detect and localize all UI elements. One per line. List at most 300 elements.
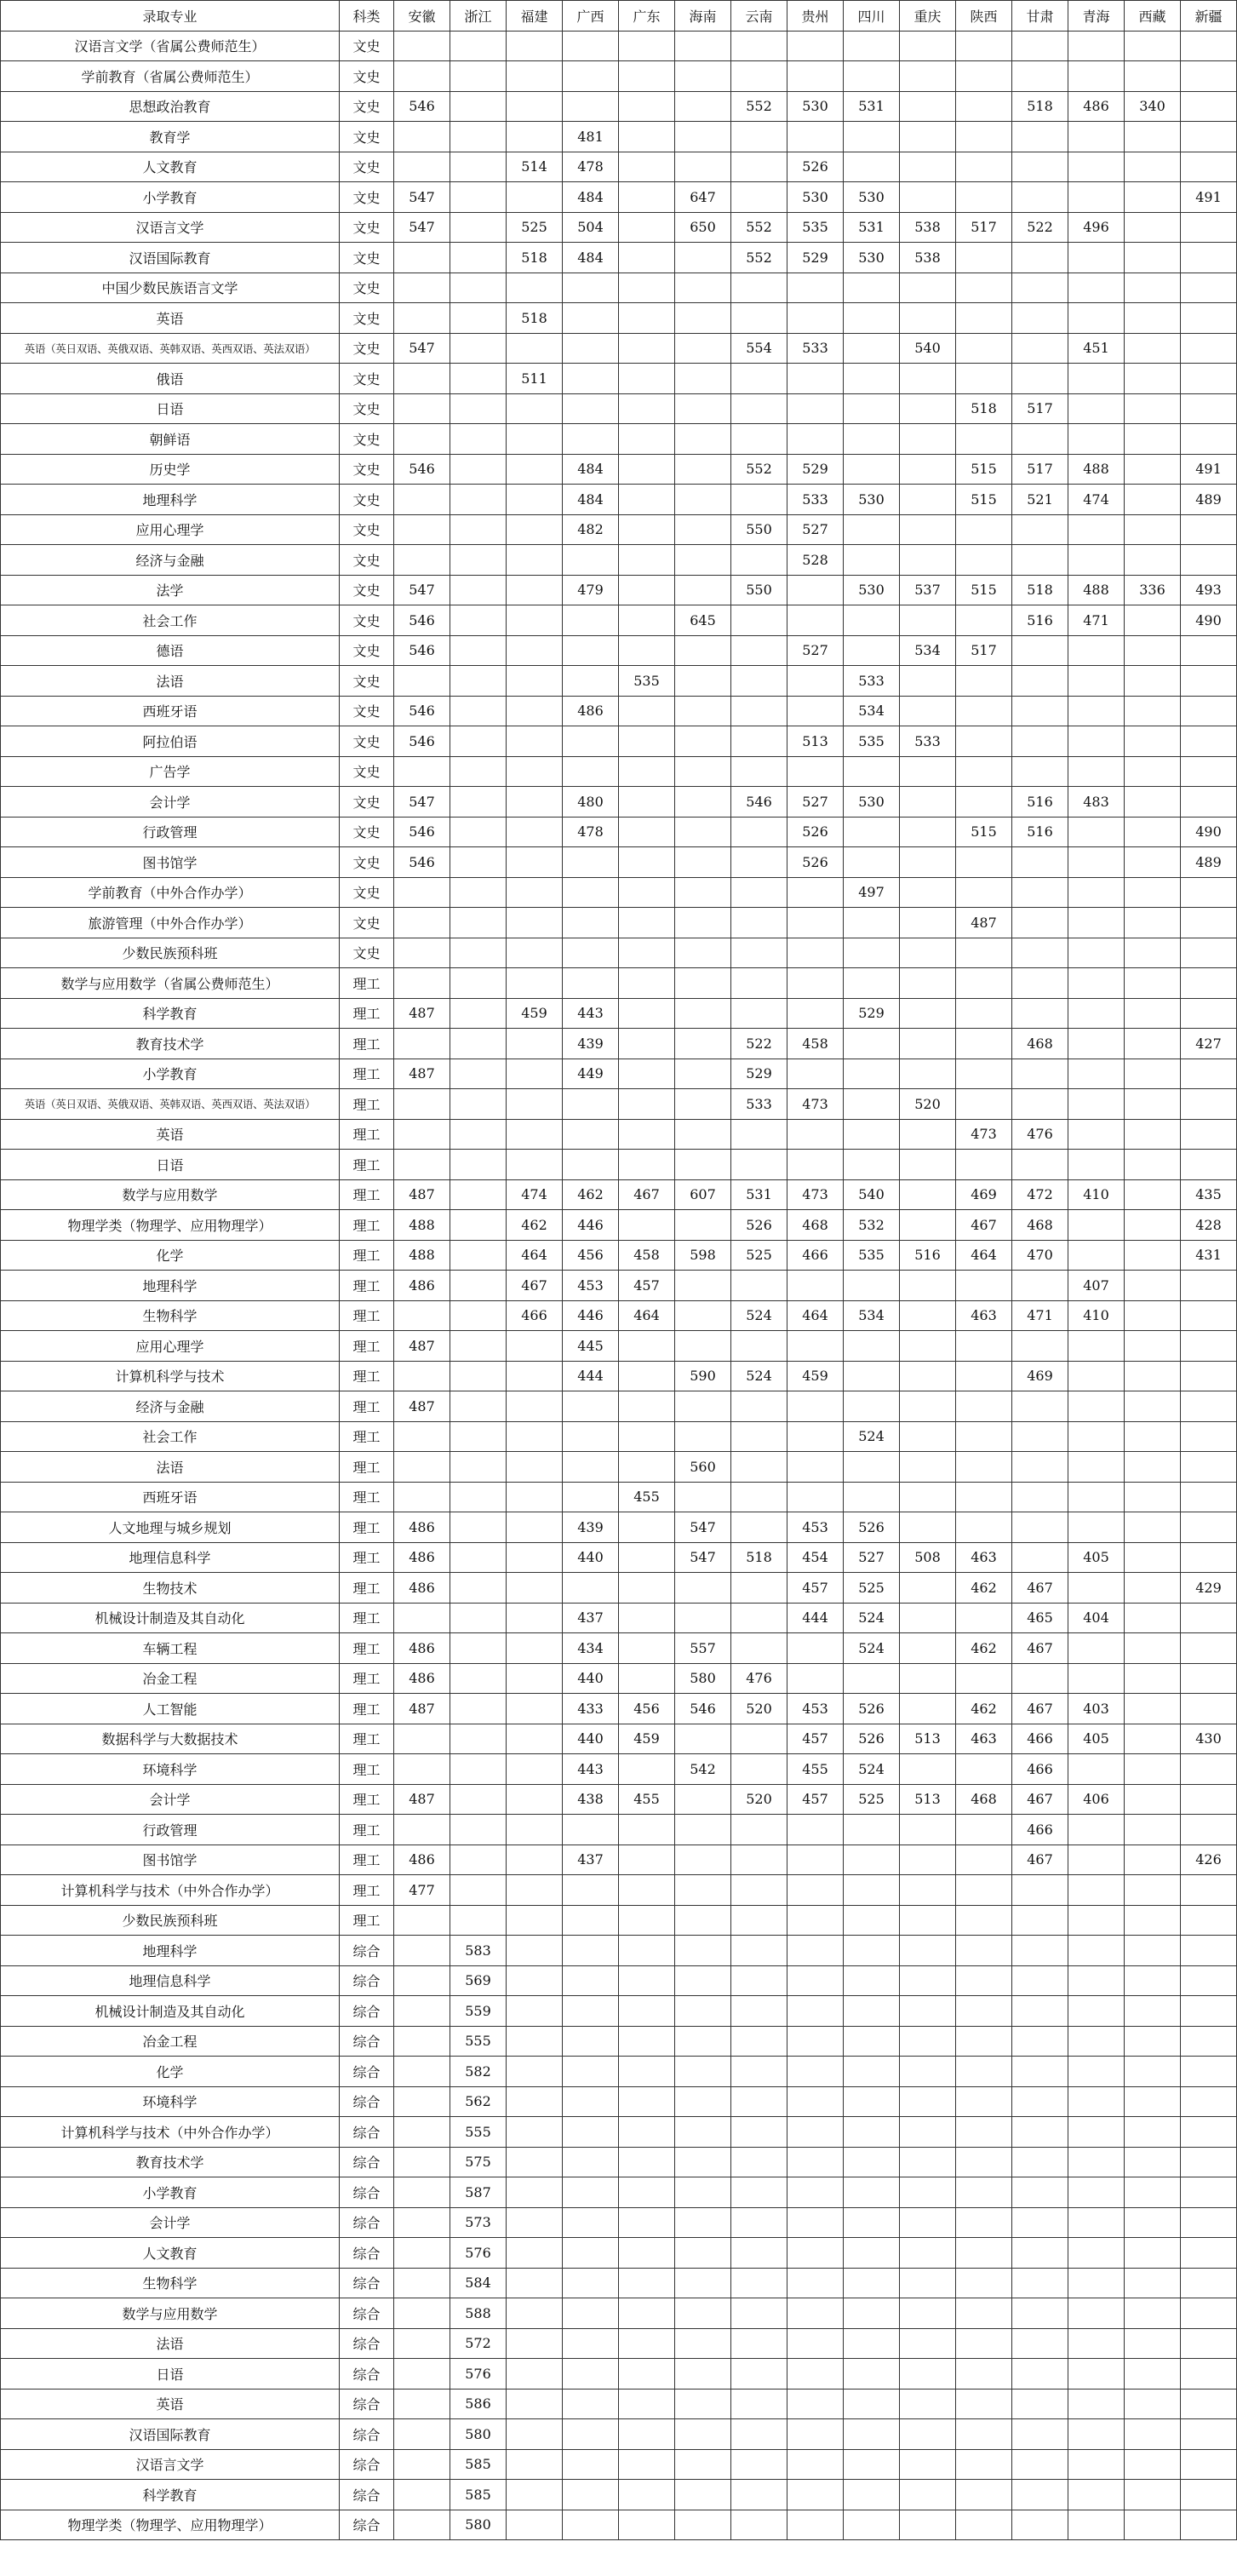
score-cell	[563, 2389, 619, 2419]
score-cell	[563, 2419, 619, 2450]
score-cell	[900, 2207, 956, 2238]
score-cell	[900, 1119, 956, 1150]
score-cell: 546	[394, 91, 450, 122]
score-cell: 517	[956, 635, 1012, 666]
score-cell: 518	[1012, 91, 1068, 122]
header-province: 西藏	[1125, 1, 1181, 32]
category-cell: 理工	[340, 1271, 394, 1301]
score-cell	[1125, 1905, 1181, 1936]
score-cell: 522	[731, 1029, 787, 1059]
major-name-cell: 科学教育	[1, 998, 340, 1029]
score-cell	[394, 424, 450, 455]
score-cell	[507, 91, 563, 122]
score-cell	[675, 1150, 731, 1180]
score-cell	[1068, 817, 1125, 847]
score-cell	[731, 1150, 787, 1180]
score-cell	[1012, 2480, 1068, 2510]
score-cell	[956, 1271, 1012, 1301]
score-cell	[1068, 1150, 1125, 1180]
score-cell	[450, 696, 507, 726]
score-cell: 455	[787, 1754, 844, 1785]
score-cell	[507, 2057, 563, 2087]
score-cell	[1068, 1936, 1125, 1966]
category-cell: 理工	[340, 1361, 394, 1391]
table-row	[1, 485, 1237, 515]
major-name-cell: 汉语言文学	[1, 212, 340, 243]
score-cell	[507, 545, 563, 576]
score-cell: 473	[787, 1179, 844, 1210]
score-cell	[507, 2480, 563, 2510]
score-cell	[844, 2026, 900, 2057]
score-cell	[844, 1089, 900, 1120]
score-cell	[1181, 2328, 1237, 2359]
major-name-cell: 法学	[1, 575, 340, 605]
table-row	[1, 31, 1237, 61]
score-cell: 540	[844, 1179, 900, 1210]
score-cell	[563, 908, 619, 938]
score-cell	[507, 2086, 563, 2117]
score-cell	[394, 152, 450, 182]
score-cell	[450, 454, 507, 485]
score-cell: 530	[844, 182, 900, 213]
score-cell	[507, 2026, 563, 2057]
category-cell: 理工	[340, 1905, 394, 1936]
score-cell	[1012, 2177, 1068, 2208]
score-cell	[787, 122, 844, 152]
score-cell	[787, 575, 844, 605]
category-cell: 理工	[340, 1542, 394, 1573]
score-cell: 486	[394, 1573, 450, 1604]
score-cell	[956, 877, 1012, 908]
score-cell	[507, 2449, 563, 2480]
score-cell	[956, 514, 1012, 545]
score-cell	[1181, 2117, 1237, 2148]
table-row	[1, 998, 1237, 1029]
score-cell	[1012, 2328, 1068, 2359]
score-cell	[619, 696, 675, 726]
major-name-cell: 朝鲜语	[1, 424, 340, 455]
score-cell	[1125, 2328, 1181, 2359]
table-row	[1, 1694, 1237, 1724]
score-cell	[394, 61, 450, 92]
score-cell	[1012, 2389, 1068, 2419]
score-cell	[563, 2177, 619, 2208]
score-cell	[394, 2117, 450, 2148]
score-cell: 453	[787, 1512, 844, 1543]
score-cell	[844, 122, 900, 152]
score-cell	[956, 182, 1012, 213]
score-cell: 468	[1012, 1029, 1068, 1059]
score-cell	[563, 726, 619, 757]
score-cell	[900, 2026, 956, 2057]
score-cell	[1012, 968, 1068, 999]
score-cell	[731, 998, 787, 1029]
score-cell	[956, 2449, 1012, 2480]
score-cell	[394, 2268, 450, 2298]
score-cell	[1181, 696, 1237, 726]
score-cell	[450, 1694, 507, 1724]
score-cell: 439	[563, 1512, 619, 1543]
score-cell	[619, 333, 675, 364]
score-cell: 546	[731, 787, 787, 818]
score-cell	[787, 998, 844, 1029]
score-cell	[731, 1271, 787, 1301]
score-cell: 481	[563, 122, 619, 152]
score-cell	[675, 1482, 731, 1512]
score-cell	[1068, 1573, 1125, 1604]
score-cell	[619, 877, 675, 908]
score-cell	[956, 1965, 1012, 1996]
score-cell	[619, 2328, 675, 2359]
score-cell	[1068, 2510, 1125, 2540]
score-cell	[956, 938, 1012, 968]
score-cell: 474	[1068, 485, 1125, 515]
score-cell: 585	[450, 2449, 507, 2480]
score-cell	[1181, 1633, 1237, 1664]
score-cell: 530	[787, 182, 844, 213]
score-cell	[1012, 1089, 1068, 1120]
score-cell	[563, 273, 619, 303]
score-cell	[394, 2298, 450, 2329]
score-cell: 426	[1181, 1845, 1237, 1875]
major-name-cell: 教育技术学	[1, 2147, 340, 2177]
score-cell: 531	[844, 212, 900, 243]
score-cell	[563, 938, 619, 968]
score-cell	[450, 1421, 507, 1452]
score-cell	[1125, 998, 1181, 1029]
score-cell	[844, 364, 900, 394]
score-cell	[900, 666, 956, 697]
score-cell	[1068, 1512, 1125, 1543]
table-row	[1, 1059, 1237, 1089]
score-cell: 410	[1068, 1300, 1125, 1331]
table-row	[1, 1815, 1237, 1845]
major-name-cell: 应用心理学	[1, 1331, 340, 1362]
score-cell	[731, 364, 787, 394]
score-cell	[394, 364, 450, 394]
score-cell	[619, 2147, 675, 2177]
header-province: 四川	[844, 1, 900, 32]
score-cell	[900, 1936, 956, 1966]
score-cell	[731, 1965, 787, 1996]
score-cell	[619, 2298, 675, 2329]
score-cell: 467	[1012, 1633, 1068, 1664]
score-cell	[956, 273, 1012, 303]
score-cell	[1012, 2057, 1068, 2087]
score-cell	[1181, 152, 1237, 182]
score-cell: 457	[787, 1784, 844, 1815]
score-cell: 524	[844, 1754, 900, 1785]
major-name-cell: 行政管理	[1, 817, 340, 847]
score-cell	[1181, 2238, 1237, 2269]
major-name-cell: 西班牙语	[1, 1482, 340, 1512]
score-cell	[563, 2298, 619, 2329]
score-cell	[1181, 1482, 1237, 1512]
category-cell: 文史	[340, 756, 394, 787]
table-row	[1, 696, 1237, 726]
score-cell	[956, 2510, 1012, 2540]
category-cell: 文史	[340, 424, 394, 455]
table-row	[1, 1996, 1237, 2027]
score-cell	[507, 817, 563, 847]
score-cell	[1012, 877, 1068, 908]
score-cell: 552	[731, 454, 787, 485]
score-cell	[900, 2238, 956, 2269]
score-cell	[900, 424, 956, 455]
category-cell: 理工	[340, 968, 394, 999]
score-cell	[675, 2086, 731, 2117]
score-cell: 429	[1181, 1573, 1237, 1604]
category-cell: 理工	[340, 1784, 394, 1815]
score-cell	[619, 1119, 675, 1150]
score-cell	[1068, 2298, 1125, 2329]
score-cell	[619, 243, 675, 273]
score-cell	[844, 1391, 900, 1422]
score-cell: 464	[507, 1240, 563, 1271]
score-cell: 440	[563, 1663, 619, 1694]
header-province: 广东	[619, 1, 675, 32]
score-cell	[1125, 1996, 1181, 2027]
category-cell: 文史	[340, 938, 394, 968]
score-cell	[1125, 1875, 1181, 1906]
score-cell: 486	[394, 1845, 450, 1875]
major-name-cell: 会计学	[1, 787, 340, 818]
score-cell	[507, 1361, 563, 1391]
category-cell: 理工	[340, 1875, 394, 1906]
table-row	[1, 514, 1237, 545]
score-cell	[1181, 424, 1237, 455]
major-name-cell: 应用心理学	[1, 514, 340, 545]
score-cell	[675, 2177, 731, 2208]
score-cell: 546	[675, 1694, 731, 1724]
score-cell	[394, 938, 450, 968]
score-cell	[394, 1029, 450, 1059]
score-cell	[675, 726, 731, 757]
score-cell	[1012, 31, 1068, 61]
score-cell: 464	[787, 1300, 844, 1331]
score-cell	[787, 1421, 844, 1452]
score-cell	[1181, 1965, 1237, 1996]
score-cell	[731, 2086, 787, 2117]
major-name-cell: 地理科学	[1, 485, 340, 515]
score-cell	[1181, 2419, 1237, 2450]
score-cell	[507, 1996, 563, 2027]
score-cell: 511	[507, 364, 563, 394]
category-cell: 文史	[340, 61, 394, 92]
score-cell	[507, 1724, 563, 1754]
score-cell	[1181, 1936, 1237, 1966]
score-cell	[844, 968, 900, 999]
score-cell: 487	[394, 1331, 450, 1362]
score-cell: 466	[787, 1240, 844, 1271]
score-cell: 430	[1181, 1724, 1237, 1754]
score-cell	[731, 1996, 787, 2027]
score-cell	[507, 908, 563, 938]
score-cell: 527	[787, 514, 844, 545]
score-cell	[731, 1633, 787, 1664]
score-cell	[619, 212, 675, 243]
score-cell	[619, 756, 675, 787]
score-cell	[619, 2510, 675, 2540]
score-cell	[1125, 817, 1181, 847]
score-cell	[1125, 61, 1181, 92]
score-cell	[394, 2086, 450, 2117]
score-cell	[675, 364, 731, 394]
score-cell: 533	[787, 333, 844, 364]
score-cell	[450, 1059, 507, 1089]
score-cell	[450, 1331, 507, 1362]
score-cell: 456	[563, 1240, 619, 1271]
score-cell	[450, 1391, 507, 1422]
score-cell: 493	[1181, 575, 1237, 605]
score-cell	[563, 424, 619, 455]
category-cell: 综合	[340, 2480, 394, 2510]
score-cell: 534	[900, 635, 956, 666]
score-cell: 546	[394, 817, 450, 847]
header-category: 科类	[340, 1, 394, 32]
score-cell: 552	[731, 212, 787, 243]
score-cell	[675, 2207, 731, 2238]
score-cell	[675, 2117, 731, 2148]
score-cell	[1181, 1663, 1237, 1694]
score-cell	[507, 1089, 563, 1120]
score-cell	[563, 1119, 619, 1150]
major-name-cell: 学前教育（省属公费师范生）	[1, 61, 340, 92]
score-cell: 535	[787, 212, 844, 243]
score-cell	[731, 485, 787, 515]
score-cell	[1181, 212, 1237, 243]
score-cell	[507, 485, 563, 515]
score-cell	[956, 31, 1012, 61]
score-cell	[619, 454, 675, 485]
score-cell	[731, 938, 787, 968]
score-cell	[1068, 514, 1125, 545]
score-cell	[1012, 2026, 1068, 2057]
table-row	[1, 817, 1237, 847]
score-cell	[956, 1815, 1012, 1845]
score-cell	[563, 2057, 619, 2087]
score-cell	[1125, 393, 1181, 424]
table-row	[1, 1089, 1237, 1120]
score-cell	[450, 182, 507, 213]
score-cell	[1181, 1331, 1237, 1362]
score-cell	[450, 877, 507, 908]
score-cell	[450, 61, 507, 92]
major-name-cell: 计算机科学与技术（中外合作办学）	[1, 1875, 340, 1906]
major-name-cell: 化学	[1, 2057, 340, 2087]
major-name-cell: 思想政治教育	[1, 91, 340, 122]
score-cell	[394, 666, 450, 697]
score-cell	[787, 877, 844, 908]
score-cell	[844, 2086, 900, 2117]
score-cell	[1068, 303, 1125, 334]
score-cell: 526	[731, 1210, 787, 1241]
score-cell: 530	[844, 575, 900, 605]
score-cell	[1181, 61, 1237, 92]
score-cell	[507, 938, 563, 968]
score-cell	[563, 2359, 619, 2390]
score-cell	[1125, 1361, 1181, 1391]
score-cell	[900, 1875, 956, 1906]
score-cell	[507, 31, 563, 61]
category-cell: 文史	[340, 333, 394, 364]
score-cell	[1181, 2389, 1237, 2419]
score-cell	[787, 696, 844, 726]
score-cell	[450, 1542, 507, 1573]
score-cell: 528	[787, 545, 844, 576]
major-name-cell: 阿拉伯语	[1, 726, 340, 757]
score-cell	[563, 1815, 619, 1845]
category-cell: 综合	[340, 1996, 394, 2027]
score-cell: 457	[787, 1724, 844, 1754]
score-cell: 407	[1068, 1271, 1125, 1301]
score-cell	[675, 1996, 731, 2027]
score-cell: 527	[787, 635, 844, 666]
score-cell: 467	[619, 1179, 675, 1210]
score-cell	[1125, 2057, 1181, 2087]
score-cell: 518	[507, 243, 563, 273]
score-cell	[1125, 2086, 1181, 2117]
score-cell	[1068, 696, 1125, 726]
major-name-cell: 地理信息科学	[1, 1965, 340, 1996]
category-cell: 理工	[340, 1663, 394, 1694]
score-cell	[1181, 1452, 1237, 1483]
category-cell: 理工	[340, 1694, 394, 1724]
score-cell	[1125, 152, 1181, 182]
score-cell	[1125, 2480, 1181, 2510]
score-cell	[900, 1663, 956, 1694]
score-cell	[1012, 364, 1068, 394]
score-cell	[900, 1150, 956, 1180]
score-cell	[844, 514, 900, 545]
score-cell	[450, 273, 507, 303]
score-cell	[1181, 2268, 1237, 2298]
score-cell	[1125, 938, 1181, 968]
score-cell	[507, 1452, 563, 1483]
score-cell: 526	[844, 1724, 900, 1754]
score-cell: 583	[450, 1936, 507, 1966]
score-cell	[563, 91, 619, 122]
score-cell: 440	[563, 1542, 619, 1573]
score-cell	[394, 908, 450, 938]
score-cell	[507, 1119, 563, 1150]
score-cell	[900, 908, 956, 938]
score-cell	[1068, 31, 1125, 61]
score-cell	[731, 666, 787, 697]
score-cell	[900, 2359, 956, 2390]
category-cell: 理工	[340, 1089, 394, 1120]
score-cell: 538	[900, 212, 956, 243]
score-cell	[844, 545, 900, 576]
score-cell	[507, 2328, 563, 2359]
category-cell: 文史	[340, 393, 394, 424]
category-cell: 综合	[340, 2449, 394, 2480]
header-province: 新疆	[1181, 1, 1237, 32]
score-cell: 542	[675, 1754, 731, 1785]
table-row	[1, 1361, 1237, 1391]
score-cell: 526	[844, 1694, 900, 1724]
score-cell	[956, 1391, 1012, 1422]
score-cell	[900, 514, 956, 545]
score-cell: 483	[1068, 787, 1125, 818]
score-cell	[675, 1965, 731, 1996]
score-cell	[619, 605, 675, 636]
score-cell	[844, 333, 900, 364]
score-cell	[731, 1482, 787, 1512]
score-cell	[675, 31, 731, 61]
score-cell	[1125, 1754, 1181, 1785]
score-cell	[675, 1815, 731, 1845]
